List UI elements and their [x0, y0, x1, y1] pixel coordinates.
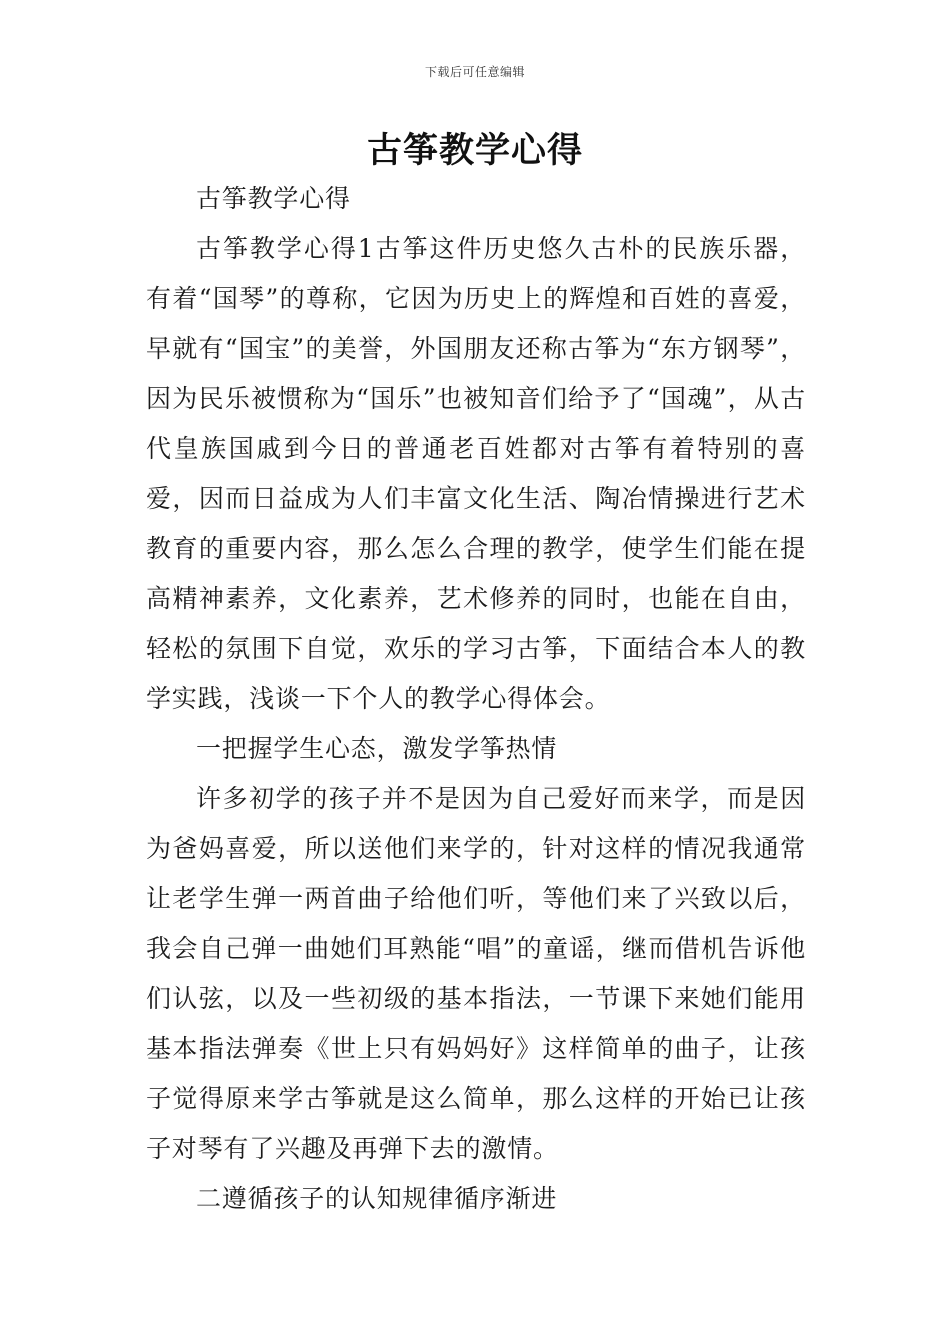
document-body: [146, 174, 806, 1224]
section-heading-1: 一把握学生心态，激发学筝热情: [196, 734, 558, 763]
paragraph-section-1: 许多初学的孩子并不是因为自己爱好而来学，而是因为爸妈喜爱，所以送他们来学的，针对这样的情况我通常让老学生弹一两首曲子给他们听，等他们来了兴致以后，我会自己弹一曲她们耳熟能“唱”的童谣，继而借机告诉他们认弦，以及一些初级的基本指法，一节课下来她们能用基本指法弹奏《世上只有妈妈好》这样简单的曲子，让孩子觉得原来学古筝就是这么简单，那么这样的开始已让孩子对琴有了兴趣及再弹下去的激情。: [146, 784, 806, 1163]
section-heading-2: 二遵循孩子的认知规律循序渐进: [196, 1184, 558, 1213]
header-note: 下载后可任意编辑: [424, 65, 525, 79]
paragraph-subtitle: 古筝教学心得: [196, 184, 351, 213]
paragraph-intro: 古筝教学心得1古筝这件历史悠久古朴的民族乐器，有着“国琴”的尊称，它因为历史上的辉煌和百姓的喜爱，早就有“国宝”的美誉，外国朋友还称古筝为“东方钢琴”，因为民乐被惯称为“国乐”也被知音们给予了“国魂”，从古代皇族国戚到今日的普通老百姓都对古筝有着特别的喜爱，因而日益成为人们丰富文化生活、陶冶情操进行艺术教育的重要内容，那么怎么合理的教学，使学生们能在提高精神素养，文化素养，艺术修养的同时，也能在自由，轻松的氛围下自觉，欢乐的学习古筝，下面结合本人的教学实践，浅谈一下个人的教学心得体会。: [146, 234, 806, 713]
document-title: 古筝教学心得: [366, 130, 583, 171]
